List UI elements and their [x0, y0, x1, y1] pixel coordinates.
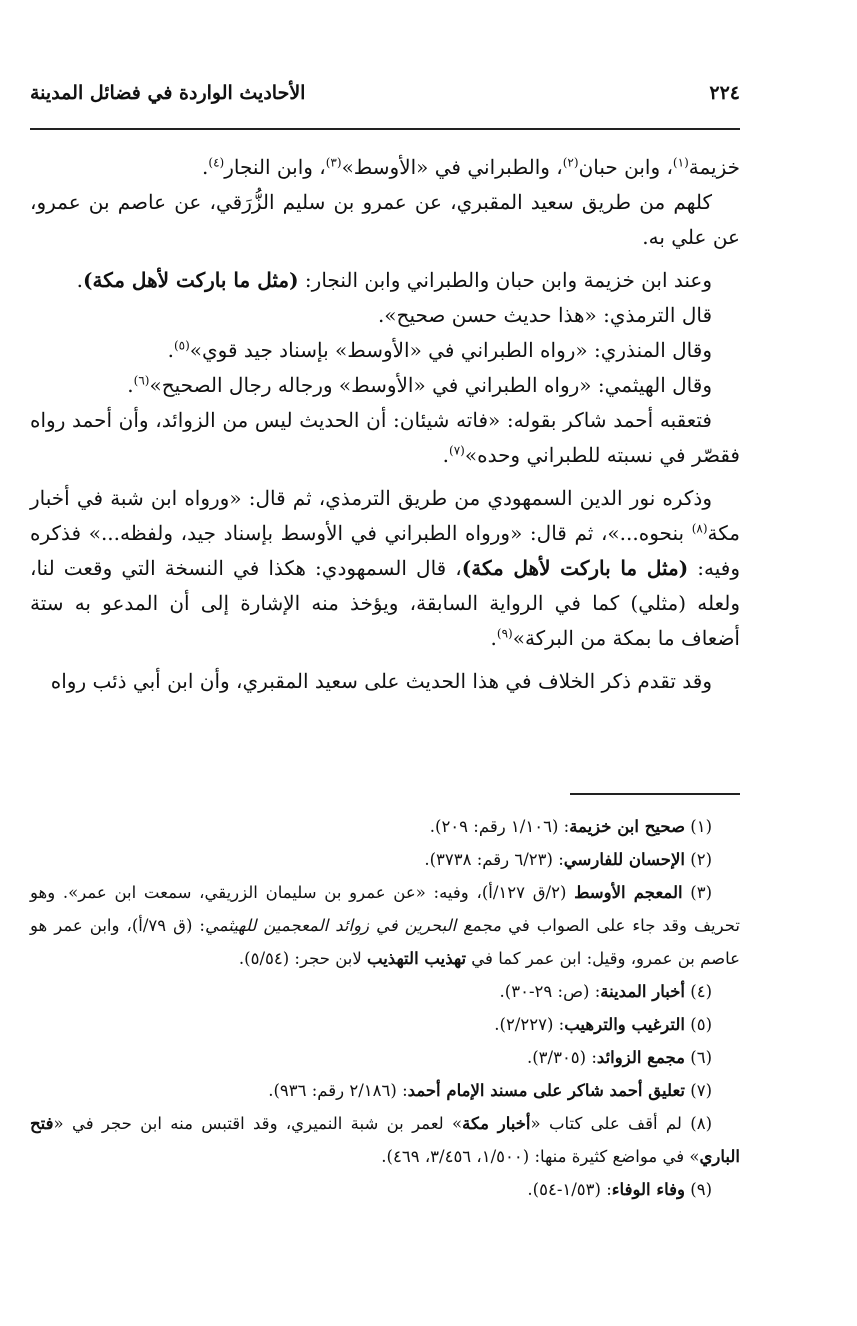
- paragraph-7: فتعقبه أحمد شاكر بقوله: «فاته شيئان: أن الحديث ليس من الزوائد، وأن أحمد رواه فقصّر في نسبته للطبراني وحده»$^{(٧)}$.: [30, 408, 740, 467]
- paragraph-2: كلهم من طريق سعيد المقبري، عن عمرو بن سليم الزُّرَقي، عن عاصم بن عمرو، عن علي به.: [30, 190, 740, 249]
- footnote-separator: [570, 793, 740, 795]
- footnote-2: (٢) الإحسان للفارسي: (٦/٢٣ رقم: ٣٧٣٨).: [424, 850, 712, 869]
- footnote-ref: (٩): [496, 626, 513, 641]
- paragraph-5: وقال المنذري: «رواه الطبراني في «الأوسط» بإسناد جيد قوي»$^{(٥)}$.: [167, 338, 712, 362]
- main-text: [30, 150, 740, 699]
- footnote-ref: (٥): [173, 338, 190, 353]
- footnote-4: (٤) أخبار المدينة: (ص: ٢٩-٣٠).: [499, 982, 712, 1001]
- footnote-1: (١) صحيح ابن خزيمة: (١/١٠٦ رقم: ٢٠٩).: [429, 817, 712, 836]
- footnote-ref: (٢): [562, 155, 579, 170]
- paragraph-9: وقد تقدم ذكر الخلاف في هذا الحديث على سعيد المقبري، وأن ابن أبي ذئب رواه: [50, 669, 712, 693]
- header-rule: [30, 128, 740, 130]
- footnote-ref: (٣): [325, 155, 342, 170]
- hadith-wording: (مثل ما باركت لأهل مكة): [461, 556, 689, 580]
- paragraph-6: وقال الهيثمي: «رواه الطبراني في «الأوسط» ورجاله رجال الصحيح»$^{(٦)}$.: [127, 373, 712, 397]
- footnote-ref: (٧): [449, 443, 465, 458]
- running-title: الأحاديث الواردة في فضائل المدينة: [30, 82, 306, 104]
- footnote-3: (٣) المعجم الأوسط (٢/ق ١٢٧/أ)، وفيه: «عن عمرو بن سليمان الزريقي، سمعت ابن عمر». وهو تحريف وقد جاء على الصواب في مجمع البحرين في زوائد المعجمين للهيثمي: (ق ٧٩/أ)، وابن عمر هو عاصم بن عمرو، وقيل: ابن عمر كما في تهذيب التهذيب لابن حجر: (٥/٥٤).: [30, 883, 740, 968]
- footnote-6: (٦) مجمع الزوائد: (٣/٣٠٥).: [526, 1048, 712, 1067]
- footnote-9: (٩) وفاء الوفاء: (١/٥٣-٥٤).: [527, 1180, 712, 1199]
- footnote-7: (٧) تعليق أحمد شاكر على مسند الإمام أحمد: (٢/١٨٦ رقم: ٩٣٦).: [268, 1081, 712, 1100]
- hadith-wording: (مثل ما باركت لأهل مكة): [83, 268, 299, 292]
- footnote-8: (٨) لم أقف على كتاب «أخبار مكة» لعمر بن شبة النميري، وقد اقتبس منه ابن حجر في «فتح الباري» في مواضع كثيرة منها: (١/٥٠٠، ٣/٤٥٦، ٤٦٩).: [30, 1114, 740, 1166]
- paragraph-1: خزيمة$^{(١)}$، وابن حبان$^{(٢)}$، والطبراني في «الأوسط»$^{(٣)}$، وابن النجار$^{(٤)}$.: [202, 155, 740, 179]
- paragraph-8: وذكره نور الدين السمهودي من طريق الترمذي، ثم قال: «ورواه ابن شبة في أخبار مكة$^{(٨)}$ بنحوه...»، ثم قال: «ورواه الطبراني في الأوسط بإسناد جيد، ولفظه...» فذكره وفيه: (مثل ما باركت لأهل مكة)، قال السمهودي: هكذا في النسخة التي وقعت لنا، ولعله (مثلي) كما في الرواية السابقة، ويؤخذ منه الإشارة إلى أن المدعو به ستة أضعاف ما بمكة من البركة»$^{(٩)}$.: [30, 486, 740, 650]
- paragraph-3: وعند ابن خزيمة وابن حبان والطبراني وابن النجار: (مثل ما باركت لأهل مكة).: [76, 268, 712, 292]
- footnotes: [30, 810, 740, 1206]
- footnote-ref: (١): [672, 155, 689, 170]
- footnote-ref: (٨): [691, 521, 708, 536]
- running-header: [30, 82, 740, 108]
- page-number: ٢٢٤: [709, 82, 740, 104]
- paragraph-4: قال الترمذي: «هذا حديث حسن صحيح».: [377, 303, 712, 327]
- footnote-ref: (٤): [208, 155, 225, 170]
- footnote-5: (٥) الترغيب والترهيب: (٢/٢٢٧).: [494, 1015, 712, 1034]
- footnote-ref: (٦): [133, 373, 150, 388]
